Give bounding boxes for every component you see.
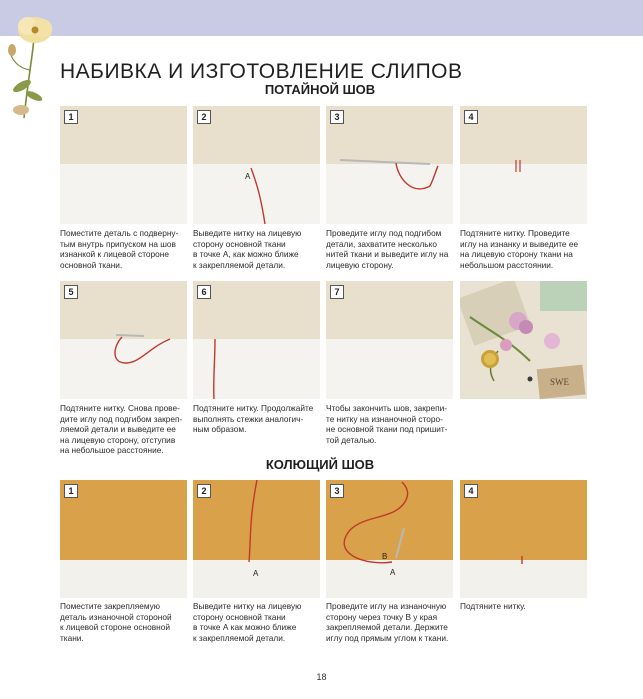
step-number: 7 xyxy=(330,285,344,299)
step-panel xyxy=(60,281,187,399)
step-panel xyxy=(193,281,320,399)
page-title: НАБИВКА И ИЗГОТОВЛЕНИЕ СЛИПОВ xyxy=(60,60,463,83)
step-number: 1 xyxy=(64,484,78,498)
step-caption: Подтяните нитку. Проведите иглу на изнанку и выведите ее на лицевую сторону ткани на небольшом расстоянии. xyxy=(460,228,579,270)
needle-drawing xyxy=(326,106,453,224)
step-caption: Проведите иглу под подгибом детали, захватите несколько нитей ткани и выведите иглу на лицевую сторону. xyxy=(326,228,449,270)
stitch-drawing xyxy=(460,480,587,598)
step-caption: Подтяните нитку. Продолжайте выполнять стежки аналогич- ным образом. xyxy=(193,403,314,435)
stitch-drawing xyxy=(460,106,587,224)
step-caption: Выведите нитку на лицевую сторону основной ткани в точке А как можно ближе к закрепляемой детали. xyxy=(193,601,302,643)
poppy-flower-icon xyxy=(4,10,66,120)
step-caption: Поместите деталь с подверну- тым внутрь припуском на шов изнанкой к лицевой стороне основной ткани. xyxy=(60,228,179,270)
section-title-hidden-stitch: ПОТАЙНОЙ ШОВ xyxy=(264,82,376,97)
step-number: 6 xyxy=(197,285,211,299)
step-caption: Проведите иглу на изнаночную сторону через точку В у края закрепляемой детали. Держите иглу под прямым углом к ткани. xyxy=(326,601,449,643)
point-label-b: B xyxy=(382,552,388,561)
step-panel xyxy=(460,480,587,598)
step-number: 2 xyxy=(197,110,211,124)
point-label: A xyxy=(253,569,259,578)
sweet-pea-embroidery-image xyxy=(460,281,587,399)
step-caption: Подтяните нитку. Снова прове- дите иглу под подгибом закреп- ляемой детали и выведите ее на лицевую сторону, отступив на небольшое расстояние. xyxy=(60,403,183,456)
thread-drawing xyxy=(193,281,320,399)
thread-drawing xyxy=(193,480,320,598)
finished-slip-photo xyxy=(460,281,587,399)
step-number: 4 xyxy=(464,110,478,124)
step-caption: Подтяните нитку. xyxy=(460,601,526,611)
step-number: 2 xyxy=(197,484,211,498)
step-panel xyxy=(460,106,587,224)
step-panel xyxy=(60,480,187,598)
step-number: 3 xyxy=(330,484,344,498)
step-panel xyxy=(326,106,453,224)
step-panel xyxy=(326,480,453,598)
page-number: 18 xyxy=(316,672,327,682)
point-label: A xyxy=(245,172,251,181)
step-caption: Выведите нитку на лицевую сторону основной ткани в точке А, как можно ближе к закрепляемой детали. xyxy=(193,228,302,270)
step-panel xyxy=(193,106,320,224)
section-title-stab-stitch: КОЛЮЩИЙ ШОВ xyxy=(265,457,375,472)
step-caption: Поместите закрепляемую деталь изнаночной стороной к лицевой стороне основной ткани. xyxy=(60,601,172,643)
thread-drawing xyxy=(193,106,320,224)
step-caption: Чтобы закончить шов, закрепи- те нитку на изнаночной сторо- не основной ткани под пришит- той деталью. xyxy=(326,403,448,445)
step-number: 3 xyxy=(330,110,344,124)
needle-drawing xyxy=(326,480,453,598)
step-panel xyxy=(193,480,320,598)
step-panel xyxy=(60,106,187,224)
step-panel xyxy=(326,281,453,399)
step-number: 4 xyxy=(464,484,478,498)
swe-label: SWE xyxy=(550,377,569,387)
step-number: 5 xyxy=(64,285,78,299)
header-band xyxy=(0,0,643,36)
needle-drawing xyxy=(60,281,187,399)
point-label-a: A xyxy=(390,568,396,577)
step-number: 1 xyxy=(64,110,78,124)
